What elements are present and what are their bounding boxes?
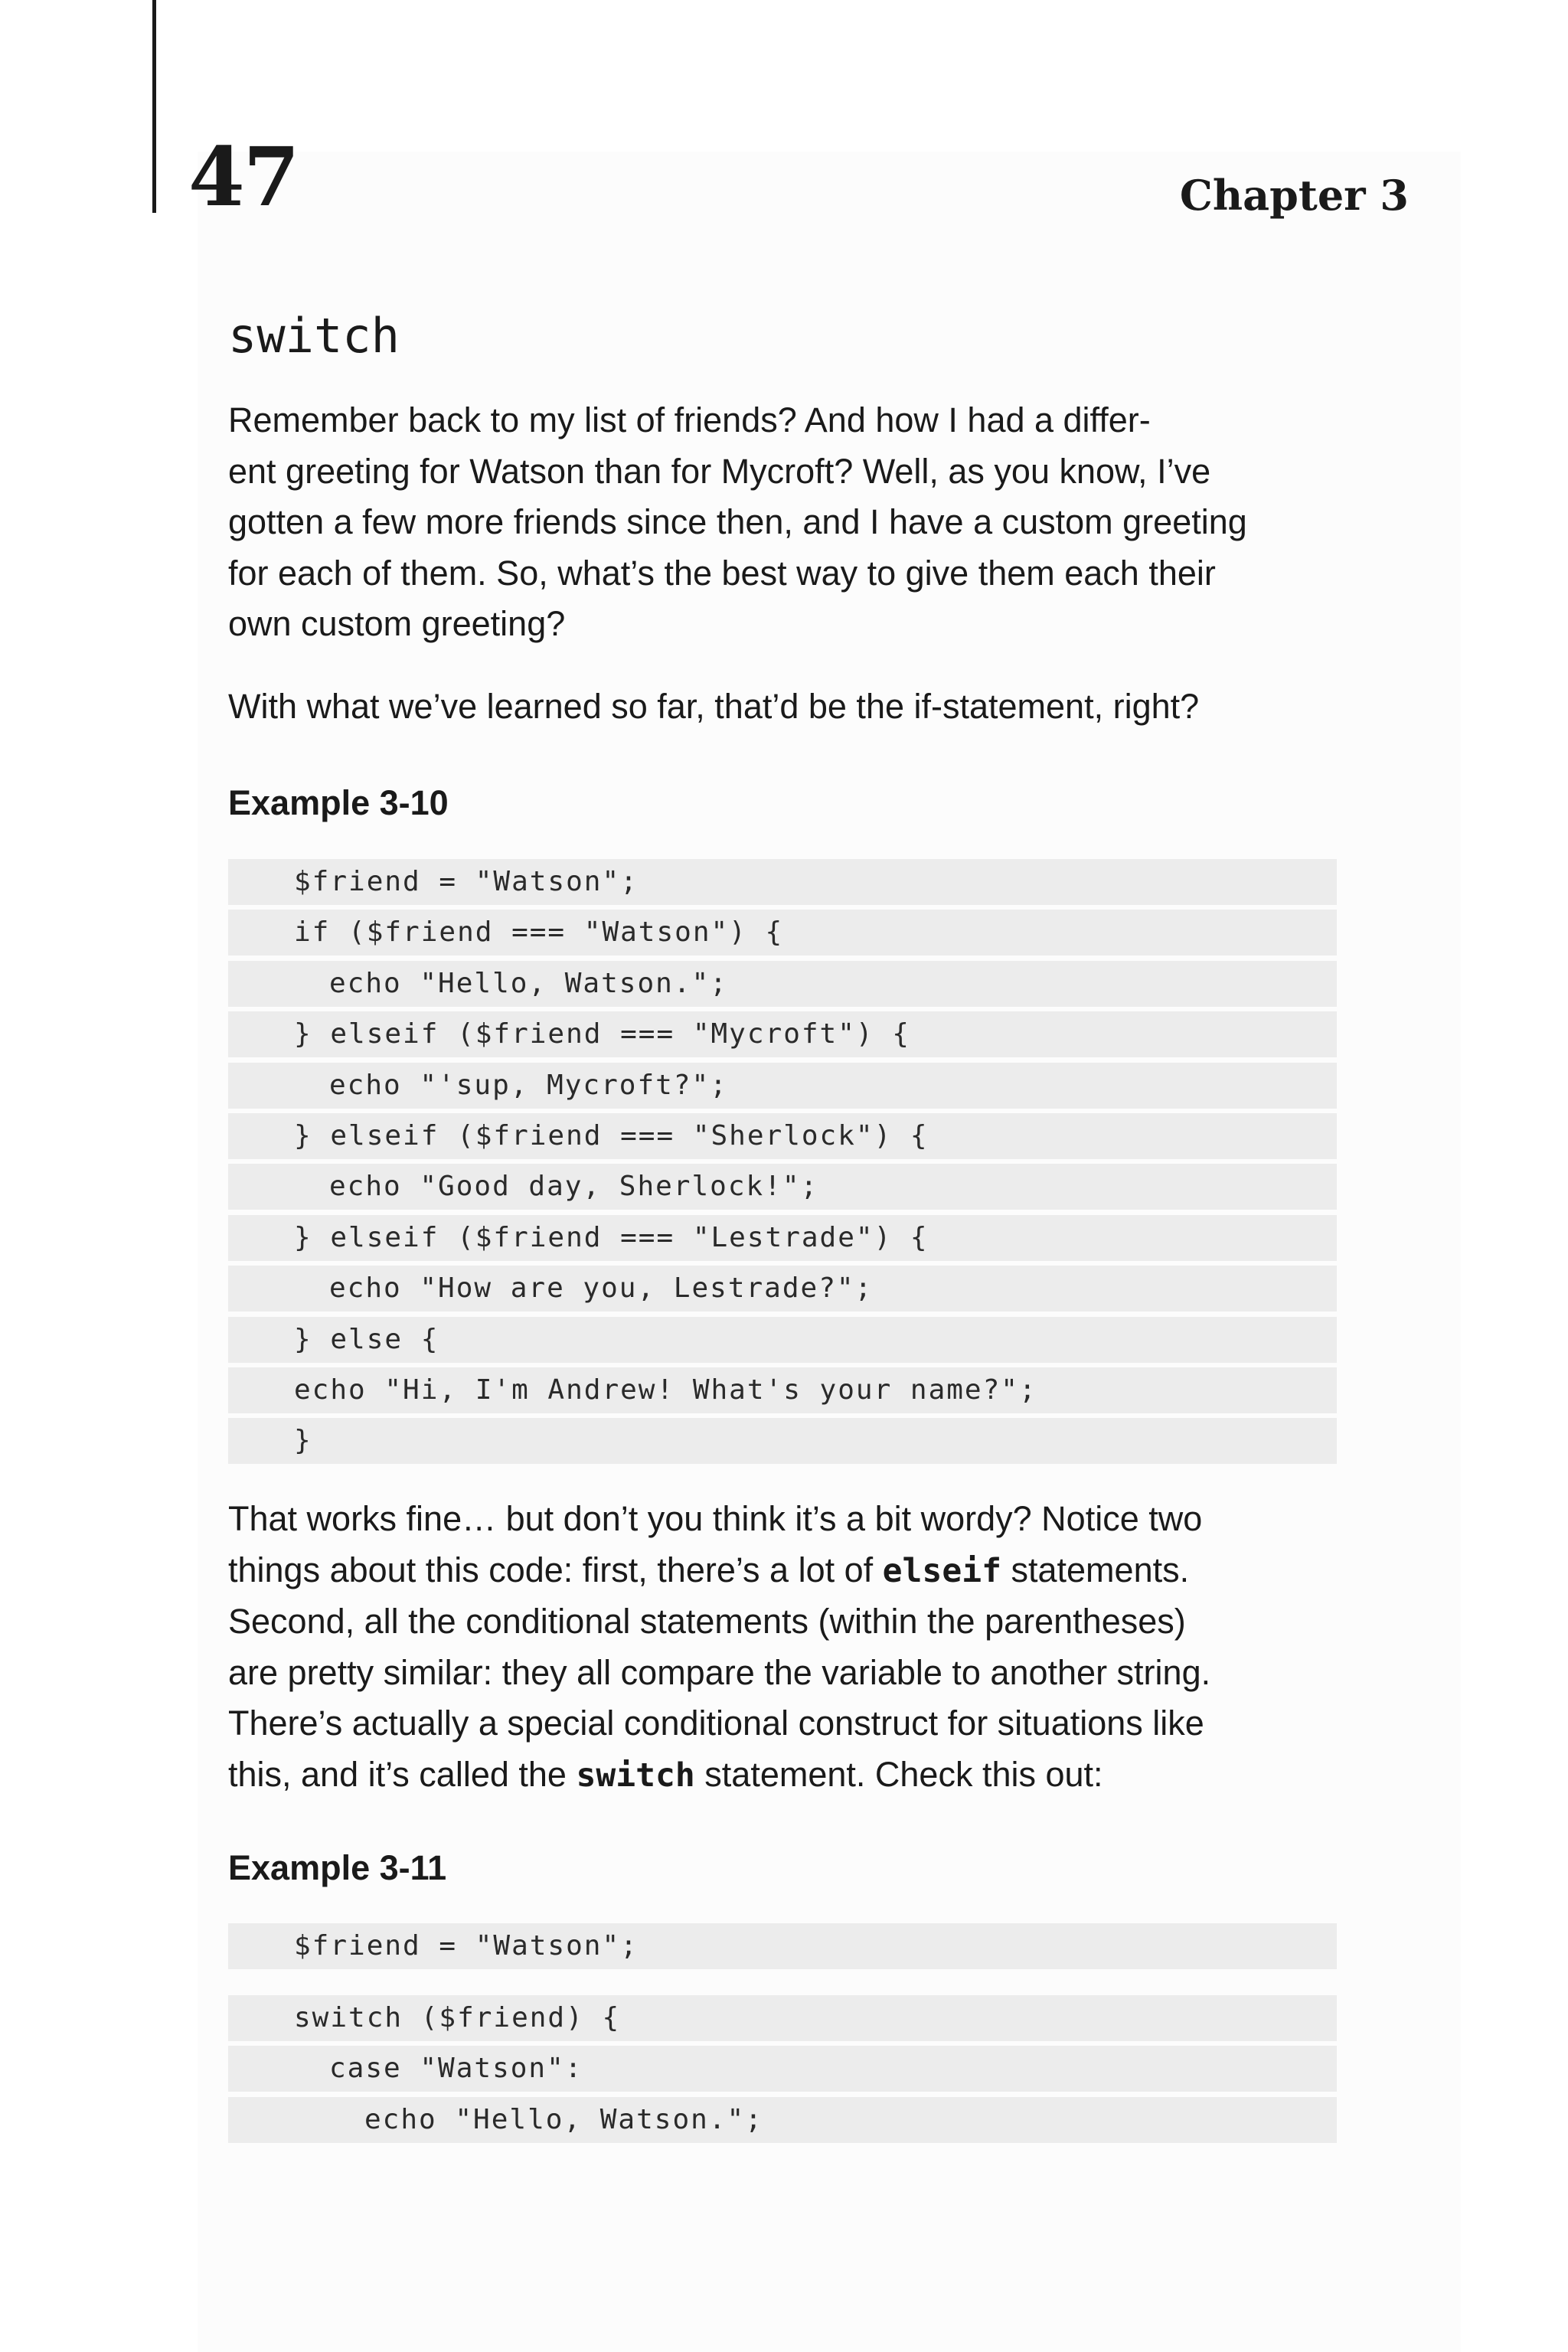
code-3-10-line: } else {	[228, 1317, 1337, 1363]
code-3-11-line: echo "Hello, Watson.";	[228, 2097, 1337, 2143]
code-3-10-line: echo "Hi, I'm Andrew! What's your name?";	[228, 1367, 1337, 1413]
paragraph-question	[228, 681, 1346, 733]
code-block-example-3-10	[228, 859, 1337, 1469]
example-3-10-label: Example 3-10	[228, 783, 449, 822]
code-3-10-line: echo "Hello, Watson.";	[228, 961, 1337, 1007]
code-3-10-line: } elseif ($friend === "Mycroft") {	[228, 1011, 1337, 1057]
paragraph-switch-intro	[228, 1494, 1346, 1801]
paragraph-switch-intro-text-2: statements. Second, all the conditional statements (within the parentheses) are pretty similar: they all compare the variable to another string. There’s actually a special conditional construct for situations like this, and it’s called the	[228, 1550, 1211, 1794]
header-rule	[152, 0, 156, 213]
code-3-10-line: echo "Good day, Sherlock!";	[228, 1164, 1337, 1210]
page-number: 47	[188, 129, 299, 224]
code-block-example-3-11-part1	[228, 1923, 1337, 1974]
paragraph-switch-intro-text-3: statement. Check this out:	[694, 1754, 1103, 1794]
code-3-10-line: echo "How are you, Lestrade?";	[228, 1266, 1337, 1312]
chapter-label: Chapter 3	[1179, 171, 1409, 220]
paragraph-question-text: With what we’ve learned so far, that’d be the if-statement, right?	[228, 687, 1200, 726]
inline-code-switch: switch	[576, 1756, 695, 1795]
code-3-10-line: } elseif ($friend === "Lestrade") {	[228, 1215, 1337, 1261]
code-3-11-line: case "Watson":	[228, 2046, 1337, 2092]
code-3-10-line: echo "'sup, Mycroft?";	[228, 1063, 1337, 1109]
paragraph-intro	[228, 395, 1346, 650]
code-3-11-line: switch ($friend) {	[228, 1995, 1337, 2041]
paragraph-switch-intro-text-1: That works fine… but don’t you think it’s a bit wordy? Notice two things about this code: first, there’s a lot of	[228, 1499, 1203, 1589]
section-heading: switch	[228, 308, 400, 364]
paragraph-intro-text: Remember back to my list of friends? And how I had a differ- ent greeting for Watson than for Mycroft? Well, as you know, I’ve gotten a few more friends since then, and I have a custom greeting for each of them. So, what’s the best way to give them each their own custom greeting?	[228, 400, 1247, 643]
code-3-10-line: if ($friend === "Watson") {	[228, 910, 1337, 956]
code-3-11-line: $friend = "Watson";	[228, 1923, 1337, 1969]
code-3-10-line: $friend = "Watson";	[228, 859, 1337, 905]
example-3-11-label: Example 3-11	[228, 1848, 447, 1887]
code-3-10-line: }	[228, 1418, 1337, 1464]
code-3-10-line: } elseif ($friend === "Sherlock") {	[228, 1113, 1337, 1159]
inline-code-elseif: elseif	[882, 1551, 1001, 1590]
code-block-example-3-11-part2	[228, 1995, 1337, 2148]
